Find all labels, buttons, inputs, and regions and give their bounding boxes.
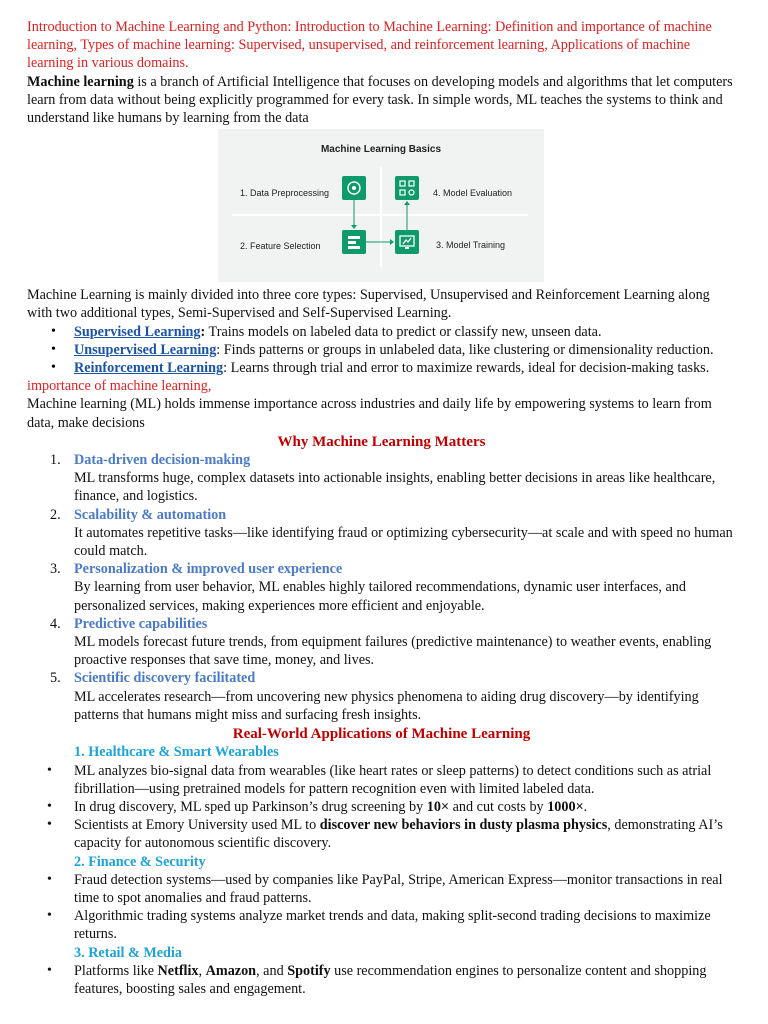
cost-value: 1000× bbox=[547, 798, 584, 815]
healthcare-heading: 1. Healthcare & Smart Wearables bbox=[74, 744, 279, 761]
item-text: It automates repetitive tasks—like identifying fraud or optimizing cybersecurity—at scale and with speed no human could match. bbox=[74, 524, 733, 560]
item-text: By learning from user behavior, ML enables highly tailored recommendations, dynamic user interfaces, and personalized services, making experiences more efficient and enjoyable. bbox=[74, 579, 686, 614]
figure-title: Machine Learning Basics bbox=[320, 144, 442, 156]
type-description: : Learns through trial and error to maximize rewards, ideal for decision-making tasks. bbox=[223, 360, 710, 377]
why-list bbox=[27, 451, 736, 724]
item-title: Scientific discovery facilitated bbox=[74, 670, 256, 687]
brand-netflix: Netflix bbox=[157, 962, 199, 979]
speedup-value: 10× bbox=[426, 798, 450, 815]
item-number: 2. bbox=[50, 506, 61, 523]
type-description: Trains models on labeled data to predict or classify new, unseen data. bbox=[205, 323, 602, 340]
ml-basics-figure bbox=[218, 129, 544, 282]
item-number: 4. bbox=[50, 615, 61, 632]
definition-paragraph bbox=[27, 73, 736, 128]
type-description: : Finds patterns or groups in unlabeled data, like clustering or dimensionality reduction. bbox=[216, 341, 714, 358]
applications-section-title: Real-World Applications of Machine Learning bbox=[232, 726, 531, 743]
item-number: 1. bbox=[50, 452, 61, 469]
list-item bbox=[74, 323, 736, 341]
text-run: , demonstrating AI’s capacity for autonomous scientific discovery. bbox=[74, 817, 723, 852]
unsupervised-learning-link[interactable]: Unsupervised Learning bbox=[74, 341, 217, 358]
definition-text: is a branch of Artificial Intelligence that focuses on developing models and algorithms that let computers learn from data without being explicitly programmed for every task. In simple words, ML teaches the systems to think and understand like humans by learning from the data bbox=[27, 73, 733, 127]
text-run: , bbox=[198, 962, 206, 979]
retail-heading: 3. Retail & Media bbox=[74, 944, 182, 961]
list-item bbox=[74, 359, 736, 377]
why-section-title: Why Machine Learning Matters bbox=[277, 433, 486, 450]
list-item bbox=[27, 962, 736, 998]
retail-list bbox=[27, 962, 736, 998]
item-text: ML models forecast future trends, from equipment failures (predictive maintenance) to weather events, enabling proactive responses that save time, money, and lives. bbox=[74, 634, 712, 669]
item-title: Scalability & automation bbox=[74, 506, 227, 523]
list-item bbox=[27, 816, 736, 852]
importance-heading: importance of machine learning, bbox=[27, 378, 212, 395]
type-separator: : bbox=[200, 323, 206, 340]
list-item: • Fraud detection systems—used by companies like PayPal, Stripe, American Express—monitor transactions in real time to spot anomalies and fraud patterns. bbox=[27, 871, 736, 907]
list-item bbox=[27, 451, 736, 506]
list-item bbox=[27, 669, 736, 724]
intro-heading: Introduction to Machine Learning and Python: Introduction to Machine Learning: Definition and importance of machine learning, Types of machine learning: Supervised, unsupervised, and reinforcement learning, Applications of machine learning in various domains. bbox=[27, 19, 712, 72]
brand-spotify: Spotify bbox=[287, 962, 331, 979]
list-item bbox=[27, 506, 736, 561]
text-run: Platforms like bbox=[74, 962, 158, 979]
text-run: and cut costs by bbox=[449, 798, 548, 815]
list-item bbox=[27, 615, 736, 670]
types-intro: Machine Learning is mainly divided into three core types: Supervised, Unsupervised and Reinforcement Learning along with two additional types, Semi-Supervised and Self-Supervised Learning. bbox=[27, 287, 710, 322]
figure-step-1: 1. Data Preprocessing bbox=[240, 188, 330, 199]
figure-flow-arrows bbox=[218, 129, 544, 282]
definition-term: Machine learning bbox=[27, 73, 134, 90]
list-item: • Algorithmic trading systems analyze market trends and data, making split-second trading decisions to maximize returns. bbox=[27, 907, 736, 943]
item-title: Personalization & improved user experience bbox=[74, 561, 343, 578]
figure-step-3: 3. Model Training bbox=[436, 240, 506, 251]
brand-amazon: Amazon bbox=[205, 962, 257, 979]
text-run: . bbox=[583, 798, 588, 815]
text-run: In drug discovery, ML sped up Parkinson’s drug screening by bbox=[74, 798, 427, 815]
list-item bbox=[27, 798, 736, 816]
figure-step-2: 2. Feature Selection bbox=[240, 241, 321, 252]
text-run: , and bbox=[256, 962, 288, 979]
supervised-learning-link[interactable]: Supervised Learning bbox=[74, 323, 201, 340]
item-number: 5. bbox=[50, 670, 61, 687]
item-number: 3. bbox=[50, 561, 61, 578]
text-run: use recommendation engines to personalize content and shopping features, boosting sales and engagement. bbox=[74, 962, 707, 997]
item-text: ML accelerates research—from uncovering new physics phenomena to aiding drug discovery—by identifying patterns that humans might miss and surfacing fresh insights. bbox=[74, 688, 699, 723]
ml-types-list bbox=[27, 323, 736, 378]
healthcare-list bbox=[27, 762, 736, 853]
text-run: Scientists at Emory University used ML to bbox=[74, 817, 320, 834]
item-title: Predictive capabilities bbox=[74, 615, 208, 632]
item-text: ML transforms huge, complex datasets into actionable insights, enabling better decisions in areas like healthcare, finance, and logistics. bbox=[74, 470, 716, 505]
list-item bbox=[27, 560, 736, 615]
item-title: Data-driven decision-making bbox=[74, 452, 251, 469]
importance-paragraph: Machine learning (ML) holds immense importance across industries and daily life by empowering systems to learn from data, make decisions bbox=[27, 396, 712, 431]
finance-list bbox=[27, 871, 736, 944]
reinforcement-learning-link[interactable]: Reinforcement Learning bbox=[74, 360, 224, 377]
finance-heading: 2. Finance & Security bbox=[74, 853, 206, 870]
list-item bbox=[74, 341, 736, 359]
emphasis-text: discover new behaviors in dusty plasma physics bbox=[319, 817, 608, 834]
figure-step-4: 4. Model Evaluation bbox=[433, 188, 513, 199]
list-item: • ML analyzes bio-signal data from wearables (like heart rates or sleep patterns) to detect conditions such as atrial fibrillation—using pretrained models for pattern recognition even with limited labeled data. bbox=[27, 762, 736, 798]
